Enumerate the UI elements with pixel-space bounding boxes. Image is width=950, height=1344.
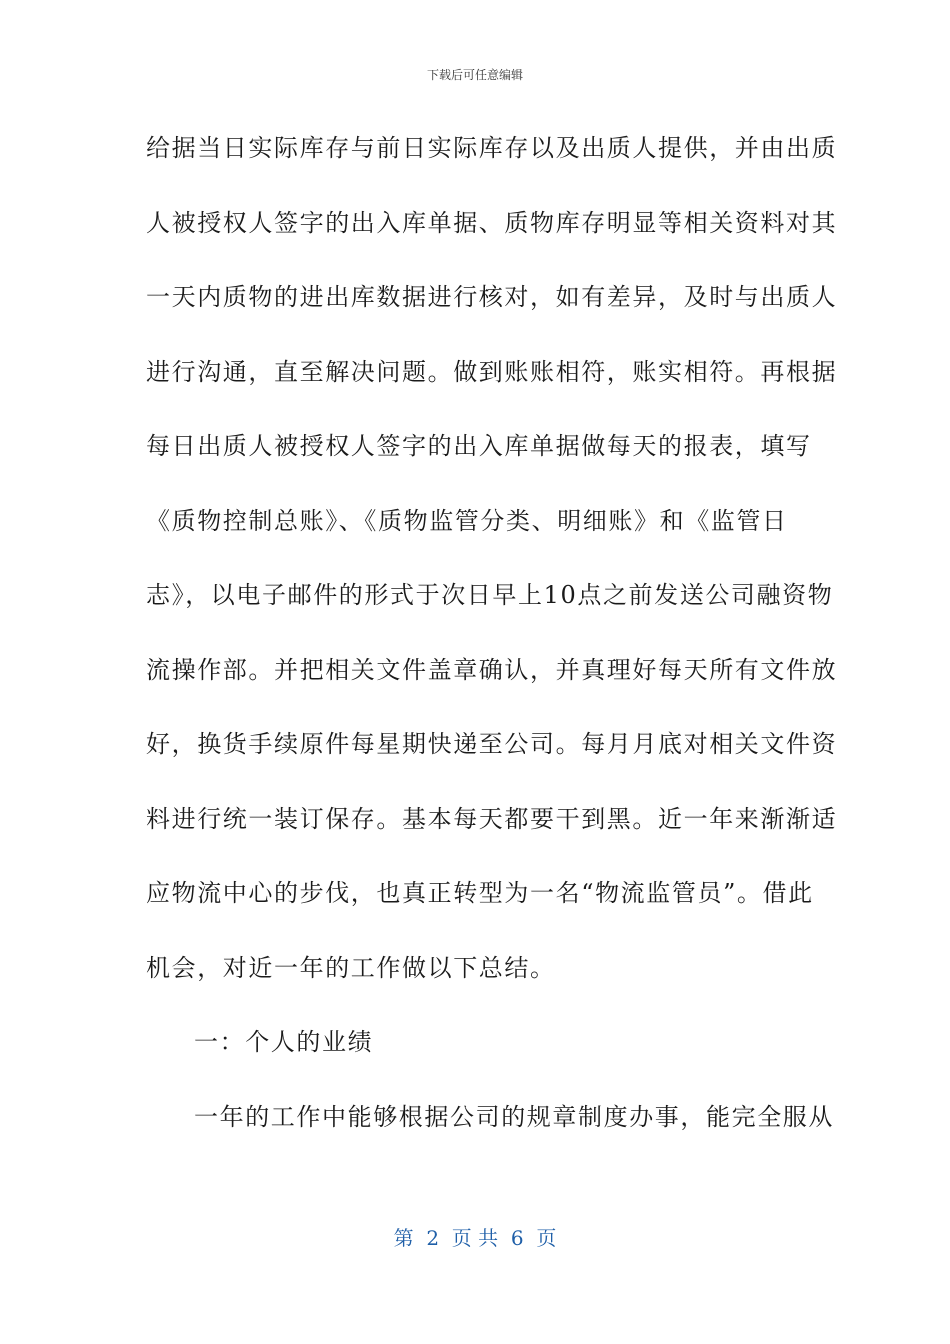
body-line: 好，换货手续原件每星期快递至公司。每月月底对相关文件资 (146, 730, 838, 758)
body-line: 料进行统一装订保存。基本每天都要干到黑。近一年来渐渐适 (146, 804, 838, 833)
body-line: 给据当日实际库存与前日实际库存以及出质人提供，并由出质 (146, 134, 838, 162)
body-line: 一年的工作中能够根据公司的规章制度办事，能完全服从 (194, 1102, 834, 1131)
body-line: 人被授权人签字的出入库单据、质物库存明显等相关资料对其 (146, 208, 838, 237)
body-line: 一天内质物的进出库数据进行核对，如有差异，及时与出质人 (146, 283, 838, 311)
body-line: 机会，对近一年的工作做以下总结。 (146, 953, 556, 982)
body-line: 应物流中心的步伐，也真正转型为一名“物流监管员”。借此 (146, 879, 814, 907)
body-line: 流操作部。并把相关文件盖章确认，并真理好每天所有文件放 (146, 655, 838, 684)
body-line: 《质物控制总账》、《质物监管分类、明细账》和《监管日 (146, 506, 788, 535)
section-heading: 一：个人的业绩 (194, 1028, 374, 1056)
body-line: 进行沟通，直至解决问题。做到账账相符，账实相符。再根据 (146, 357, 838, 386)
body-line: 每日出质人被授权人签字的出入库单据做每天的报表，填写 (146, 432, 812, 460)
page-number: 第 2 页 共 6 页 (393, 1226, 557, 1250)
body-line: 志》，以电子邮件的形式于次日早上10点之前发送公司融资物 (146, 581, 834, 609)
document-body (146, 128, 838, 1171)
header-note: 下载后可任意编辑 (426, 68, 523, 82)
